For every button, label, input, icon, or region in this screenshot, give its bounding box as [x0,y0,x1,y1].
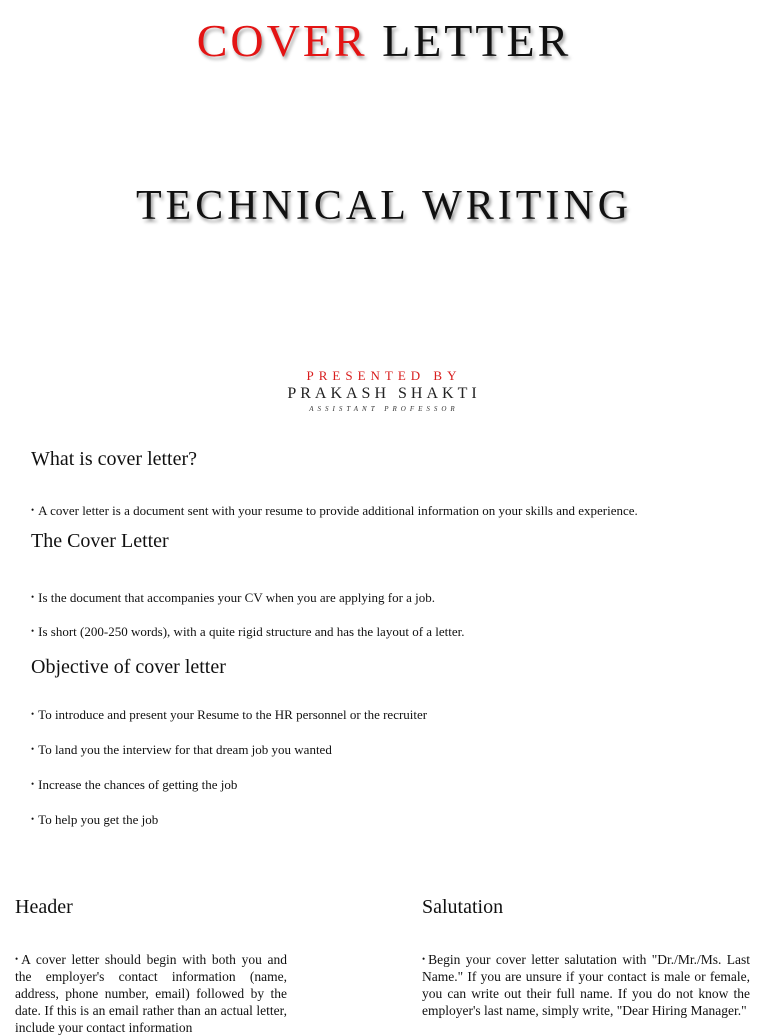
bullet-icon: • [31,814,35,824]
bullet-icon: • [31,505,35,515]
bullet-icon: • [422,954,426,964]
cover-title-black: LETTER [382,15,572,66]
objective-heading: Objective of cover letter [31,656,226,678]
header-paragraph: • A cover letter should begin with both you and the employer's contact information (name, address, phone number, email) followed by the date. If this is an email rather than an actual letter, include your contact information [15,952,287,1035]
bullet-icon: • [31,626,35,636]
list-item: • To help you get the job [31,812,159,827]
cover-title [0,14,768,67]
cover-title-red: COVER [196,15,368,66]
presenter-name: PRAKASH SHAKTI [287,385,481,402]
list-item: • Is short (200-250 words), with a quite rigid structure and has the layout of a letter. [31,624,465,639]
presented-by: PRESENTED BY [306,368,462,383]
bullet-icon: • [31,709,35,719]
list-item: • To land you the interview for that dream job you wanted [31,742,332,757]
bullet-icon: • [31,779,35,789]
salutation-paragraph: • Begin your cover letter salutation with "Dr./Mr./Ms. Last Name." If you are unsure if your contact is male or female, you can write out their full name. If you do not know the employer's last name, simply write, "Dear Hiring Manager." [422,952,750,1018]
bullet-icon: • [15,954,19,964]
list-item: • To introduce and present your Resume to the HR personnel or the recruiter [31,707,428,722]
salutation-heading: Salutation [422,896,504,918]
subtitle: TECHNICAL WRITING [135,183,633,229]
cover-letter-heading: The Cover Letter [31,530,169,552]
list-item: • A cover letter is a document sent with your resume to provide additional information on your skills and experience. [31,503,638,518]
bullet-icon: • [31,744,35,754]
bullet-icon: • [31,592,35,602]
header-heading: Header [15,896,73,918]
list-item: • Increase the chances of getting the job [31,777,238,792]
list-item: • Is the document that accompanies your CV when you are applying for a job. [31,590,436,605]
presenter-role: ASSISTANT PROFESSOR [309,405,459,413]
what-heading: What is cover letter? [31,448,198,470]
